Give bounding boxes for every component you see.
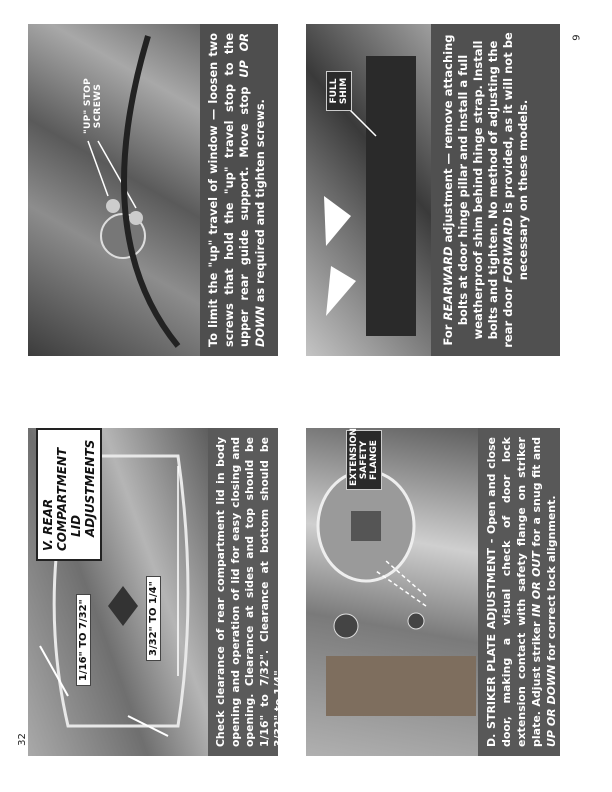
striker-panel [306,428,560,756]
door-rearward-text-e: is provided, as it will not be necessary on these models. [501,32,530,281]
window-stop-drawing [28,24,200,356]
up-stop-screws-label: "UP" STOP SCREWS [83,78,103,134]
striker-caption-e: for correct lock alignment. [545,495,558,665]
striker-caption [478,428,560,756]
door-rearward-text-d: FORWARD [501,217,515,284]
window-stop-caption-a: To limit the "up" travel of window — loosen two screws that hold the "up" travel stop to the upper rear guide support. Move stop [207,33,251,347]
window-stop-photo [28,24,200,356]
striker-photo [306,428,478,756]
door-rearward-text-a: For [441,320,455,346]
window-stop-caption-b: UP OR DOWN [238,33,267,347]
extension-safety-flange-label: EXTENSION SAFETY FLANGE [346,430,382,490]
page-number-right: 9 [571,34,583,41]
striker-caption-a: D. STRIKER PLATE ADJUSTMENT - Open and close door, making a visual check of door lock extension contact with safety flange on striker plate. Adjust striker [485,437,543,747]
rear-lid-photo [28,428,208,756]
dim-bottom-label: 3/32" TO 1/4" [146,576,161,661]
rear-lid-heading-line2: LID ADJUSTMENTS [69,439,97,537]
striker-caption-d: UP OR DOWN [545,664,558,747]
window-stop-caption-c: as required and tighten screws. [253,99,267,307]
window-stop-panel [28,24,278,356]
door-rearward-text-b: REARWARD [441,246,455,321]
striker-caption-b: IN OR OUT [530,551,543,617]
full-shim-label: FULL SHIM [326,71,352,111]
door-rearward-text [431,24,560,356]
door-rearward-text-c: adjustment — remove attaching bolts at door hinge pillar and install a full weatherproof shim behind hinge strap. Install bolts and tighten. No method of adjusting the rear door [441,34,515,348]
rear-lid-heading-line1: V. REAR COMPARTMENT [41,447,69,551]
striker-drawing [306,428,478,756]
page-number-left: 32 [16,733,28,746]
window-stop-caption [200,24,278,356]
door-rearward-panel [306,24,560,356]
door-rearward-photo [306,24,431,356]
door-rearward-drawing [306,24,431,356]
rotated-content [28,24,560,756]
rear-lid-caption: Check clearance of rear compartment lid in body opening and operation of lid for easy closing and opening. Clearance at sides and top should be 1/16" to 7/32". Clearance at bottom should be 3/32" to 1/4". [208,428,278,756]
rear-lid-panel [28,428,285,756]
striker-caption-c: for a snug fit and [530,437,543,552]
rear-lid-heading [36,428,102,561]
dim-sides-label: 1/16" TO 7/32" [76,594,91,686]
